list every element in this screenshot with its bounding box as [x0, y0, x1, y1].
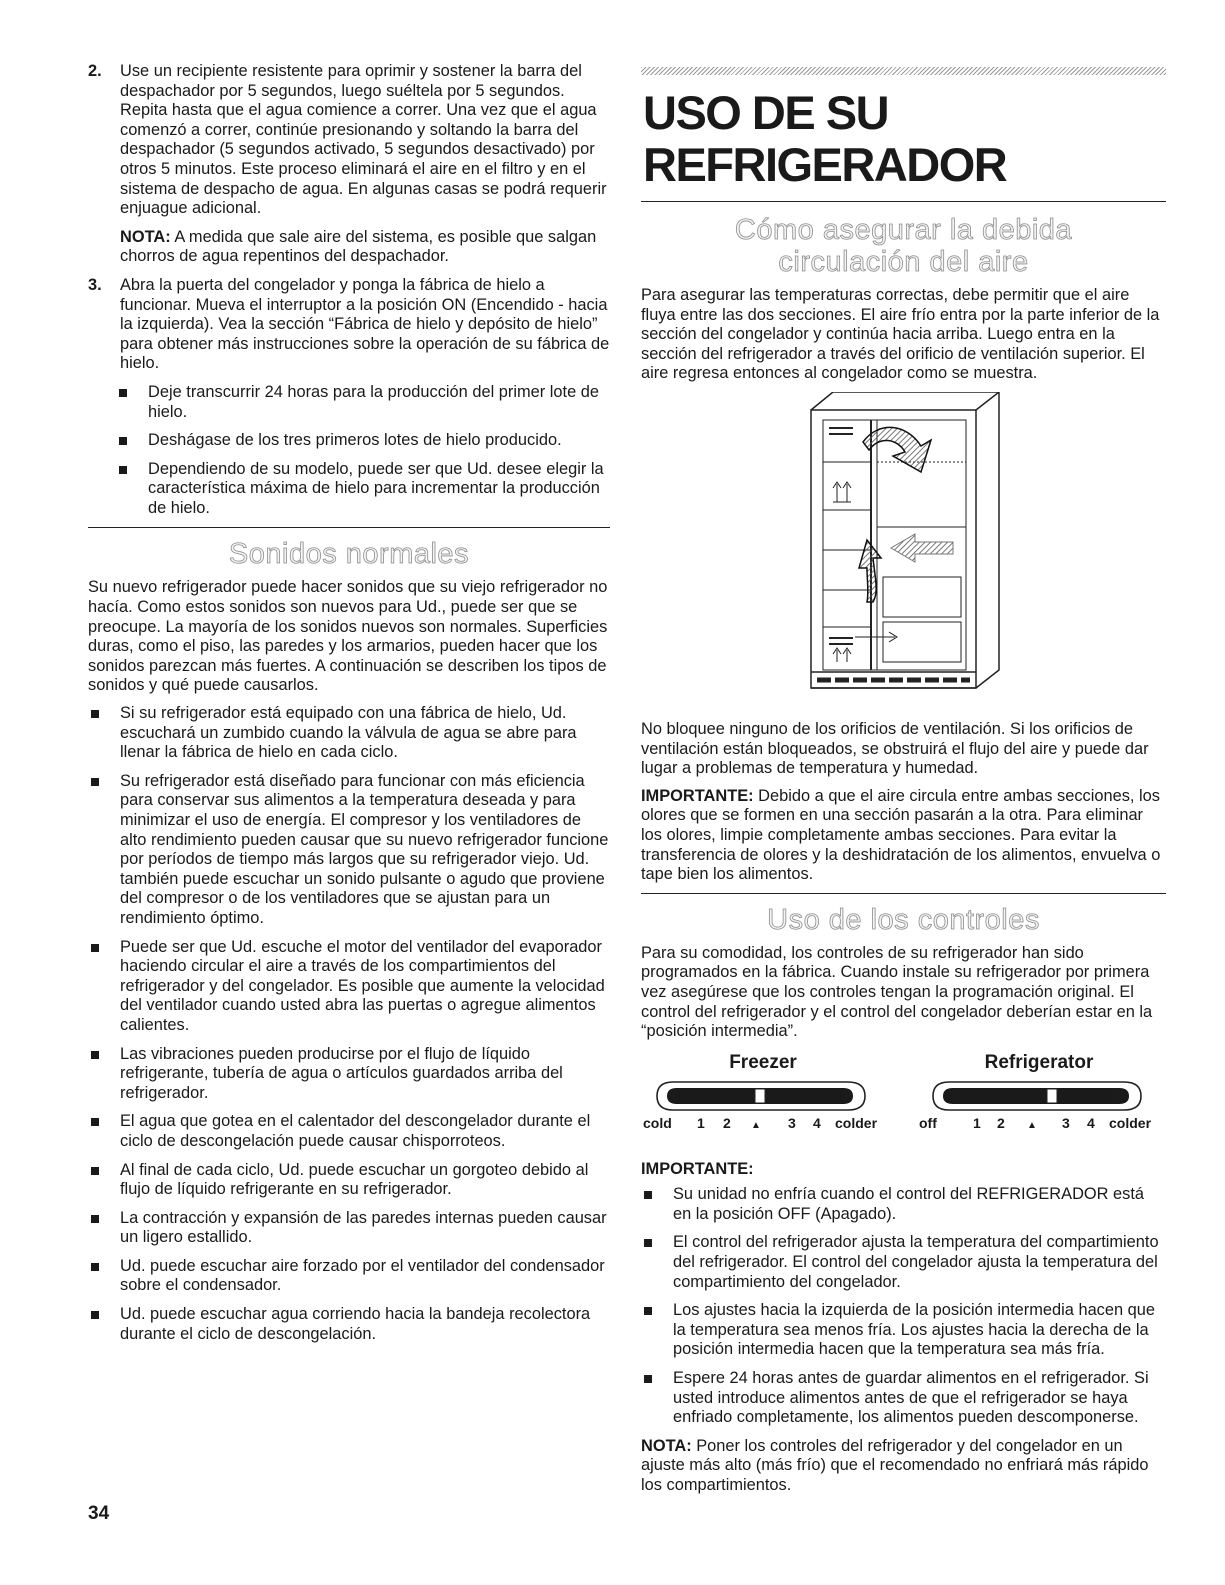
- scale-label: off: [919, 1114, 937, 1131]
- step-text: Abra la puerta del congelador y ponga la fábrica de hielo a funcionar. Mueva el interruptor a la posición ON (Encendido - hacia la izquierda). Vea la sección “Fábrica de hielo y depósito de hielo” para obtener más instrucciones sobre la operación de su fábrica de hielo.: [120, 275, 610, 373]
- step-number: 3.: [88, 275, 102, 294]
- right-column: [641, 62, 1166, 1504]
- list-item: Su refrigerador está diseñado para funcionar con más eficiencia para conservar sus alimentos a la temperatura deseada y para minimizar el uso de energía. El compresor y los ventiladores de alto rendimiento pueden causar que su nuevo refrigerador funcione por períodos de tiempo más largos que su refrigerador viejo. Ud. también puede escuchar un sonido pulsante o agudo que proviene del compresor o de los ventiladores que se ajustan para un rendimiento óptimo.: [88, 772, 610, 929]
- note-paragraph: [641, 1437, 1166, 1496]
- section-divider: [88, 527, 610, 528]
- note-label: NOTA:: [641, 1436, 692, 1455]
- scale-label: 4: [813, 1114, 821, 1131]
- hatch-bar: [641, 67, 1166, 75]
- list-item: El control del refrigerador ajusta la temperatura del compartimiento del refrigerador. El control del congelador ajusta la temperatura del compartimiento del congelador.: [641, 1233, 1166, 1292]
- list-item: Deje transcurrir 24 horas para la producción del primer lote de hielo.: [116, 383, 610, 422]
- section-heading-sounds: Sonidos normales: [228, 538, 470, 571]
- scale-label: 2: [997, 1114, 1005, 1131]
- freezer-slider-icon: [643, 1078, 883, 1114]
- list-item: Espere 24 horas antes de guardar alimentos en el refrigerador. Si usted introduce alimentos antes de que el refrigerador se haya enfriado completamente, los alimentos pueden descomponerse.: [641, 1369, 1166, 1428]
- important-label: IMPORTANTE:: [641, 786, 754, 805]
- important-heading: IMPORTANTE:: [641, 1159, 754, 1178]
- dial-title: Freezer: [729, 1051, 797, 1073]
- step-text: Use un recipiente resistente para oprimir y sostener la barra del despachador por 5 segundos, luego suéltela por 5 segundos. Repita hasta que el agua comience a correr. Una vez que el agua comenzó a correr, continúe presionando y soltando la barra del despachador (5 segundos activado, 5 segundos desactivado) por otros 5 minutos. Este proceso eliminará el aire en el filtro y en el sistema de despacho de agua. En algunas casas se podrá requerir enjuague adicional.: [120, 62, 607, 218]
- note-label: NOTA:: [120, 227, 171, 246]
- control-dials: [641, 1052, 1166, 1152]
- list-item: Las vibraciones pueden producirse por el flujo de líquido refrigerante, tubería de agua o artículos guardados arriba del refrigerador.: [88, 1045, 610, 1104]
- air-circulation-diagram: [803, 392, 1003, 710]
- section-heading-air: [641, 214, 1166, 278]
- important-paragraph: [641, 787, 1166, 885]
- list-item: Deshágase de los tres primeros lotes de hielo producido.: [116, 431, 610, 451]
- heading-line: circulación del aire: [778, 246, 1029, 278]
- section-heading-controls: Uso de los controles: [767, 903, 1040, 936]
- freezer-dial: [643, 1052, 883, 1132]
- controls-paragraph: Para su comodidad, los controles de su refrigerador han sido programados en la fábrica. Cuando instale su refrigerador por primera vez asegúrese que los controles tengan la programación original. El control del refrigerador y el control del congelador deberían estar en la “posición intermedia”.: [641, 943, 1153, 1041]
- step-2: [88, 62, 610, 219]
- list-item: La contracción y expansión de las paredes internas pueden causar un ligero estallido.: [88, 1209, 610, 1248]
- controls-bullet-list: [641, 1185, 1166, 1428]
- scale-marker: ▲: [1027, 1119, 1037, 1131]
- air-warning-paragraph: No bloquee ninguno de los orificios de ventilación. Si los orificios de ventilación están bloqueados, se obstruirá el flujo del aire y puede dar lugar a problemas de temperatura y humedad.: [641, 719, 1149, 778]
- list-item: Dependiendo de su modelo, puede ser que Ud. desee elegir la característica máxima de hielo para incrementar la producción de hielo.: [116, 460, 610, 519]
- page-title: USO DE SU REFRIGERADOR: [643, 86, 1007, 191]
- step-number: 2.: [88, 62, 102, 80]
- scale-label: 3: [788, 1114, 796, 1131]
- refrigerator-scale: [919, 1114, 1159, 1132]
- list-item: Al final de cada ciclo, Ud. puede escuchar un gorgoteo debido al flujo de líquido refrigerante en su refrigerador.: [88, 1161, 610, 1200]
- dial-title: Refrigerator: [984, 1051, 1094, 1073]
- list-item: Puede ser que Ud. escuche el motor del ventilador del evaporador haciendo circular el aire a través de los compartimientos del refrigerador y del congelador. Es posible que aumente la velocidad del ventilador cuando usted abra las puertas o agregue alimentos calientes.: [88, 938, 610, 1036]
- list-item: Si su refrigerador está equipado con una fábrica de hielo, Ud. escuchará un zumbido cuando la válvula de agua se abre para llenar la fábrica de hielo en cada ciclo.: [88, 704, 610, 763]
- air-paragraph: Para asegurar las temperaturas correctas, debe permitir que el aire fluya entre las dos secciones. El aire frío entra por la parte inferior de la sección del congelador y continúa hacia arriba. Luego entra en la sección del refrigerador a través del orificio de ventilación superior. El aire regresa entonces al congelador como se muestra.: [641, 286, 1160, 383]
- list-item: Los ajustes hacia la izquierda de la posición intermedia hacen que la temperatura sea menos fría. Los ajustes hacia la derecha de la posición intermedia hacen que la temperatura sea más fría.: [641, 1301, 1166, 1360]
- scale-marker: ▲: [751, 1119, 761, 1131]
- ice-bullet-list: [88, 383, 610, 519]
- heading-line: Cómo asegurar la debida: [734, 214, 1073, 246]
- note-text: Poner los controles del refrigerador y del congelador en un ajuste más alto (más frío) que el recomendado no enfriará más rápido los compartimientos.: [641, 1436, 1149, 1494]
- freezer-scale: [643, 1114, 883, 1132]
- scale-label: cold: [643, 1114, 672, 1131]
- list-item: Su unidad no enfría cuando el control del REFRIGERADOR está en la posición OFF (Apagado).: [641, 1185, 1166, 1224]
- sounds-intro: Su nuevo refrigerador puede hacer sonidos que su viejo refrigerador no hacía. Como estos sonidos son nuevos para Ud., puede ser que se preocupe. La mayoría de los sonidos nuevos son normales. Superficies duras, como el piso, las paredes y los armarios, pueden hacer que los sonidos parezcan más fuertes. A continuación se describen los tipos de sonidos y qué puede causarlos.: [88, 578, 608, 695]
- refrigerator-slider-icon: [919, 1078, 1159, 1114]
- section-divider: [641, 893, 1166, 894]
- step-3: [88, 276, 610, 374]
- note-text: A medida que sale aire del sistema, es posible que salgan chorros de agua repentinos del despachador.: [120, 227, 597, 266]
- scale-label: 2: [723, 1114, 731, 1131]
- scale-label: 1: [697, 1114, 705, 1131]
- title-divider: [641, 201, 1166, 202]
- sounds-bullet-list: [88, 704, 610, 1344]
- important-text: Debido a que el aire circula entre ambas secciones, los olores que se formen en una sección pasarán a la otra. Para eliminar los olores, limpie completamente ambas secciones. Para evitar la transferencia de olores y la deshidratación de los alimentos, envuelva o tape bien los alimentos.: [641, 786, 1161, 884]
- list-item: El agua que gotea en el calentador del descongelador durante el ciclo de descongelación puede causar chisporroteos.: [88, 1112, 610, 1151]
- note-paragraph: [120, 228, 610, 267]
- page-number: 34: [88, 1503, 110, 1524]
- refrigerator-dial: [919, 1052, 1159, 1132]
- list-item: Ud. puede escuchar aire forzado por el ventilador del condensador sobre el condensador.: [88, 1257, 610, 1296]
- scale-label: 3: [1062, 1114, 1070, 1131]
- scale-label: colder: [1109, 1114, 1152, 1131]
- scale-label: 1: [973, 1114, 981, 1131]
- left-column: [88, 62, 610, 1353]
- scale-label: colder: [835, 1114, 878, 1131]
- scale-label: 4: [1087, 1114, 1095, 1131]
- list-item: Ud. puede escuchar agua corriendo hacia la bandeja recolectora durante el ciclo de descongelación.: [88, 1305, 610, 1344]
